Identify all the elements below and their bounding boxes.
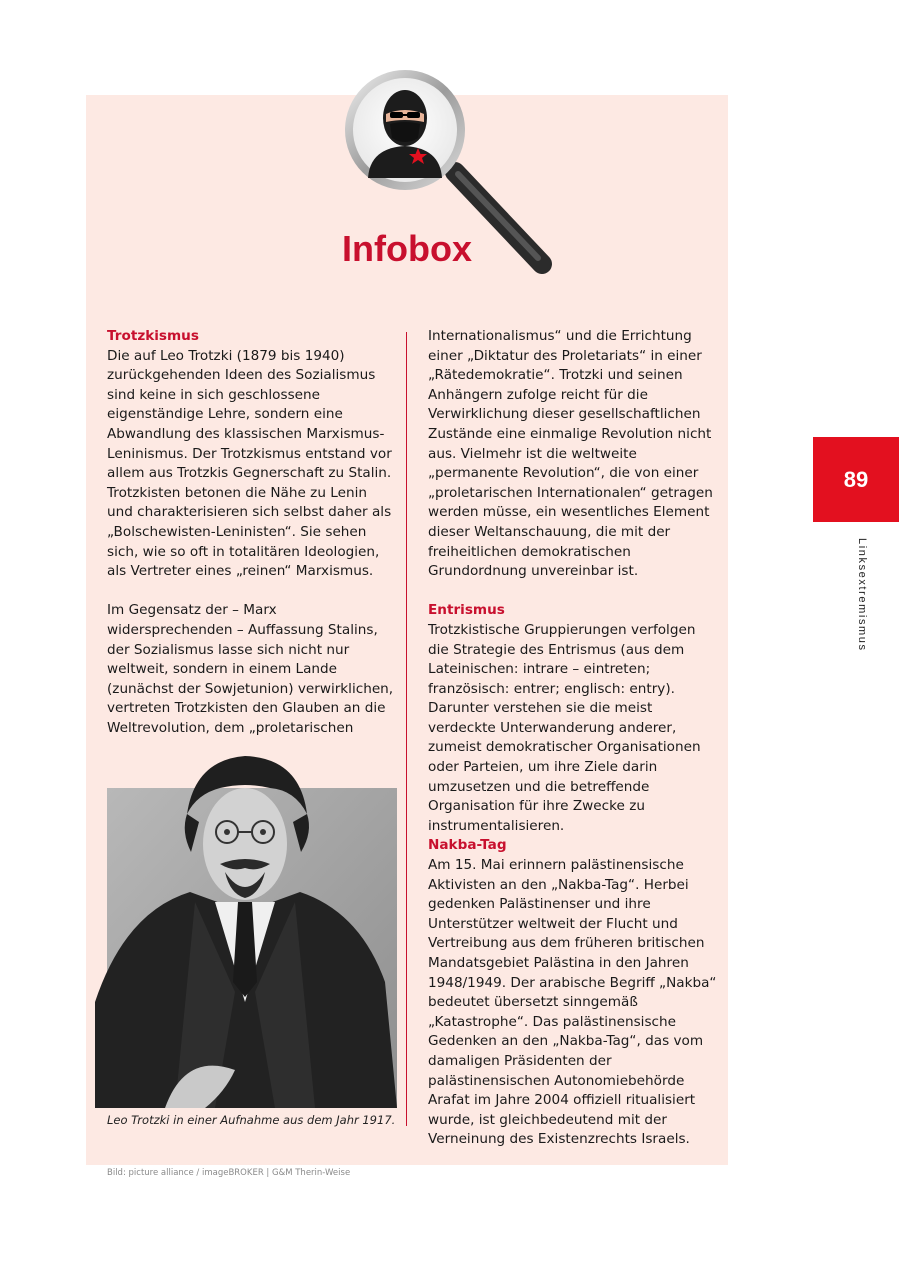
heading-nakba-tag: Nakba-Tag xyxy=(428,837,507,854)
heading-entrismus: Entrismus xyxy=(428,602,505,619)
infobox-title: Infobox xyxy=(342,228,472,269)
paragraph-nakba-tag: Am 15. Mai erinnern palästinensische Aktivisten an den „Nakba-Tag“. Herbei gedenken Palästinenser und ihre Unterstützer weltweit der Flucht und Vertreibung aus dem früheren britischen Mandatsgebiet Palästina in den Jahren 1948/1949. Der arabische Begriff „Nakba“ bedeutet übersetzt sinngemäß „Katastrophe“. Das palästinensische Gedenken an den „Nakba-Tag“, das vom damaligen Präsidenten der palästinensischen Autonomiebehörde Arafat im Jahre 2004 offiziell ritualisiert wurde, ist gleichbedeutend mit der Verneinung des Existenzrechts Israels. xyxy=(428,857,717,1148)
text-column-right xyxy=(428,327,720,1150)
page-number: 89 xyxy=(843,466,869,492)
heading-trotzkismus: Trotzkismus xyxy=(107,328,199,344)
section-label: Linksextremismus xyxy=(856,538,868,652)
paragraph-trotzkismus-1: Die auf Leo Trotzki (1879 bis 1940) zurückgehenden Ideen des Sozialismus sind keine in sich geschlossene eigenständige Lehre, sondern eine Abwandlung des klassischen Marxismus-Leninismus. Der Trotzkismus entstand vor allem aus Trotzkis Gegnerschaft zu Stalin. Trotzkisten betonen die Nähe zu Lenin und charakterisieren sich selbst daher als „Bolschewisten-Leninisten“. Sie sehen sich, wie so oft in totalitären Ideologien, als Vertreter eines „reinen“ Marxismus. xyxy=(107,347,392,580)
paragraph-entrismus: Trotzkistische Gruppierungen verfolgen die Strategie des Entrismus (aus dem Lateinischen: intrare – eintreten; französisch: entrer; englisch: entry). Darunter verstehen sie die meist verdeckte Unterwanderung anderer, zumeist demokratischer Organisationen oder Parteien, um ihre Ziele darin umzusetzen und die betreffende Organisation für ihre Zwecke zu instrumentalisieren. xyxy=(428,621,701,834)
trotzki-photo xyxy=(95,752,397,1108)
text-column-left xyxy=(107,327,397,738)
paragraph-trotzkismus-2: Im Gegensatz der – Marx widersprechenden – Auffassung Stalins, der Sozialismus lasse sich nicht nur weltweit, sondern in einem Lande (zunächst der Sowjetunion) verwirklichen, vertreten Trotzkisten den Glauben an die Weltrevolution, dem „proletarischen xyxy=(107,602,394,736)
page-number-tab xyxy=(813,437,899,522)
photo-caption: Leo Trotzki in einer Aufnahme aus dem Jahr 1917. xyxy=(107,1113,396,1127)
column-divider xyxy=(406,332,407,1126)
image-credit: Bild: picture alliance / imageBROKER | G&M Therin-Weise xyxy=(107,1168,351,1178)
paragraph-trotzkismus-continued: Internationalismus“ und die Errichtung einer „Diktatur des Proletariats“ in einer „Rätedemokratie“. Trotzki und seinen Anhängern zufolge reicht für die Verwirklichung dieser gesellschaftlichen Zustände eine einmalige Revolution nicht aus. Vielmehr ist die weltweite „permanente Revolution“, die von einer „proletarischen Internationalen“ getragen werden müsse, ein wesentliches Element dieser Weltanschauung, die mit der freiheitlichen demokratischen Grundordnung unvereinbar ist. xyxy=(428,328,713,580)
